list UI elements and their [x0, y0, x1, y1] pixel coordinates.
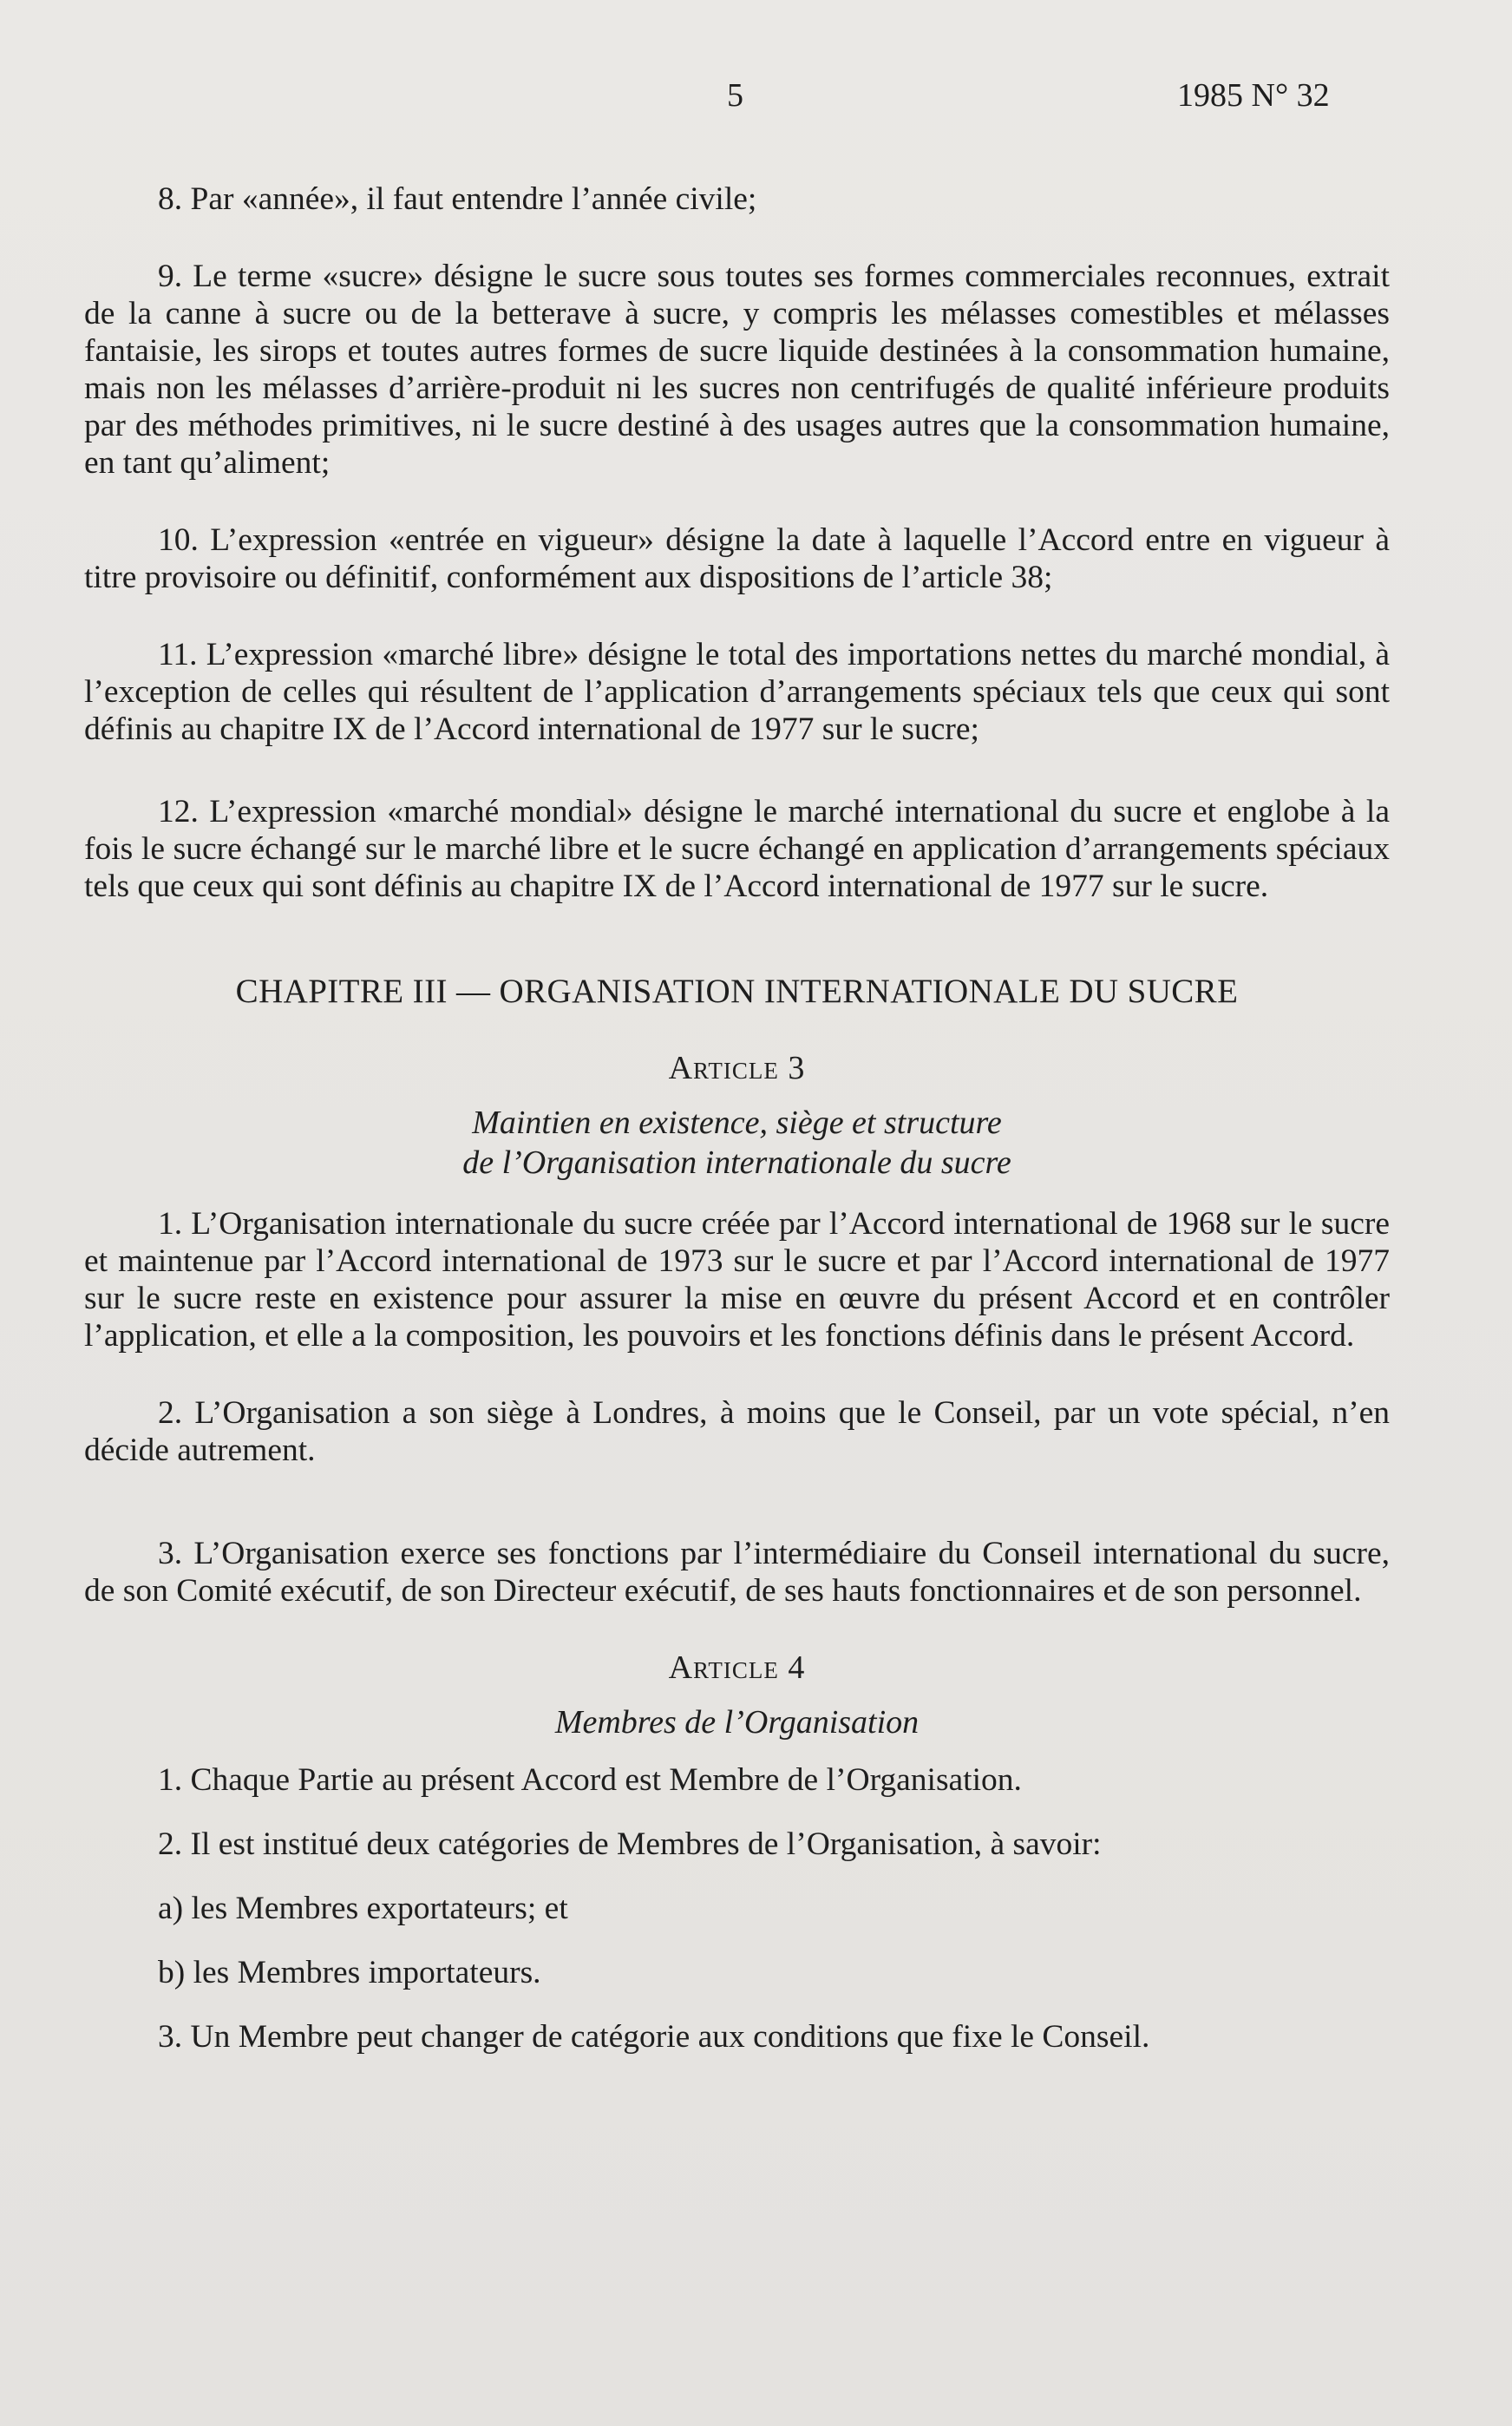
- article-4-paragraph-3: 3. Un Membre peut changer de catégorie aux conditions que fixe le Conseil.: [158, 2019, 1150, 2055]
- page-header: [0, 76, 1512, 128]
- article-4-paragraph-1: 1. Chaque Partie au présent Accord est Membre de l’Organisation.: [158, 1762, 1022, 1798]
- article-4-heading: Article 4: [668, 1649, 806, 1686]
- document-reference: 1985 N° 32: [1177, 77, 1330, 114]
- article-3-paragraph-2: 2. L’Organisation a son siège à Londres, à moins que le Conseil, par un vote spécial, n’en décide autrement.: [84, 1395, 1390, 1468]
- article-3-paragraph-3: 3. L’Organisation exerce ses fonctions par l’intermédiaire du Conseil international du sucre, de son Comité exécutif, de son Directeur exécutif, de ses hauts fonctionnaires et de son personnel.: [84, 1536, 1390, 1609]
- article-4-title: Membres de l’Organisation: [554, 1704, 920, 1741]
- definition-8: 8. Par «année», il faut entendre l’année civile;: [158, 181, 757, 217]
- article-4-item-b: b) les Membres importateurs.: [158, 1955, 541, 1990]
- document-body: [84, 180, 1390, 2056]
- article-4-paragraph-2: 2. Il est institué deux catégories de Membres de l’Organisation, à savoir:: [158, 1826, 1102, 1862]
- chapter-title: CHAPITRE III — ORGANISATION INTERNATIONALE DU SUCRE: [235, 973, 1239, 1010]
- article-4-item-a: a) les Membres exportateurs; et: [158, 1891, 568, 1926]
- article-3-heading: Article 3: [668, 1050, 806, 1086]
- definition-10: 10. L’expression «entrée en vigueur» désigne la date à laquelle l’Accord entre en vigueur à titre provisoire ou définitif, conformément aux dispositions de l’article 38;: [84, 522, 1390, 595]
- article-3-title-line-2: de l’Organisation internationale du sucre: [462, 1144, 1011, 1181]
- article-3-paragraph-1: 1. L’Organisation internationale du sucre créée par l’Accord international de 1968 sur le sucre et maintenue par l’Accord international de 1973 sur le sucre et par l’Accord international de 1977 sur le sucre reste en existence pour assurer la mise en œuvre du présent Accord et en contrôler l’application, et elle a la composition, les pouvoirs et les fonctions définis dans le présent Accord.: [84, 1206, 1390, 1354]
- definition-9: 9. Le terme «sucre» désigne le sucre sous toutes ses formes commerciales reconnues, extrait de la canne à sucre ou de la betterave à sucre, y compris les mélasses comestibles et mélasses fantaisie, les sirops et toutes autres formes de sucre liquide destinées à la consommation humaine, mais non les mélasses d’arrière-produit ni les sucres non centrifugés de qualité inférieure produits par des méthodes primitives, ni le sucre destiné à des usages autres que la consommation humaine, en tant qu’aliment;: [84, 259, 1390, 481]
- definition-11: 11. L’expression «marché libre» désigne le total des importations nettes du marché mondial, à l’exception de celles qui résultent de l’application d’arrangements spéciaux tels que ceux qui sont définis au chapitre IX de l’Accord international de 1977 sur le sucre;: [84, 637, 1390, 747]
- definition-12: 12. L’expression «marché mondial» désigne le marché international du sucre et englobe à la fois le sucre échangé sur le marché libre et le sucre échangé en application d’arrangements spéciaux tels que ceux qui sont définis au chapitre IX de l’Accord international de 1977 sur le sucre.: [84, 794, 1390, 904]
- article-3-title-line-1: Maintien en existence, siège et structure: [472, 1105, 1002, 1141]
- page-number: 5: [727, 77, 743, 114]
